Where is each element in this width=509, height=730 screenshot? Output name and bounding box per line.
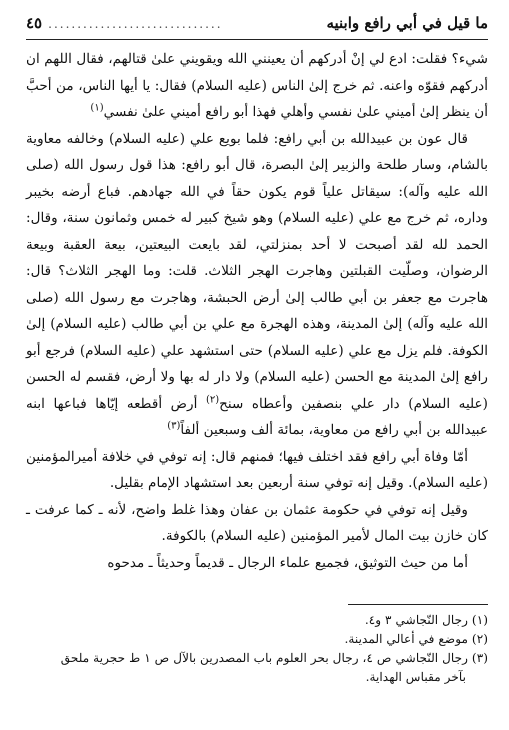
paragraph-2 (26, 126, 488, 444)
paragraph-5: أما من حيث التوثيق، فجميع علماء الرجال ـ قديماً وحديثاً ـ مدحوه (107, 554, 468, 571)
paragraph-1-text: شيء؟ فقلت: ادع لي إنْ أدركهم أن يعينني الله ويقويني علىٰ قتالهم، فقال اللهم ان أدركهم فقوّه واعنه. ثم خرج إلىٰ الناس (عليه السلام) فقال: يا أيها الناس، من أحبَّ أن ينظر إلىٰ أميني علىٰ نفسي وأهلي فهذا أبو رافع أميني علىٰ نفسي (26, 51, 488, 120)
paragraph-2-text: قال عون بن عبيدالله بن أبي رافع: فلما بويع علي (عليه السلام) وخالفه معاوية بالشام، وسار طلحة والزبير إلىٰ البصرة، قال أبو رافع: هذا قول رسول الله (صلى الله عليه وآله): سيقاتل علياً قوم يكون حقاً في الله جهادهم. فباع أرضه بخيبر وداره، ثم خرج مع علي (عليه السلام) وهو شيخ كبير له خمس وثمانون سنة، وقال: الحمد لله لقد أصبحت لا أحد بمنزلتي، لقد بايعت البيعتين، بيعة العقبة وبيعة الرضوان، وصلّيت القبلتين وهاجرت الهجر الثلاث. قلت: وما الهجر الثلاث؟ قال: هاجرت مع جعفر بن أبي طالب إلىٰ أرض الحبشة، وهاجرت مع رسول الله (صلى الله عليه وآله) إلىٰ المدينة، وهذه الهجرة مع علي بن أبي طالب (عليه السلام) إلىٰ الكوفة. فلم يزل مع علي (عليه السلام) حتى استشهد علي (عليه السلام) فرجع أبو رافع إلىٰ المدينة مع الحسن (عليه السلام) ولا دار له بها ولا أرض، فقسم له الحسن (عليه السلام) دار علي بنصفين وأعطاه سنح (26, 130, 488, 412)
footnote-3-continued: بآخر مقباس الهداية. (365, 670, 466, 684)
page-number: ٤٥ (26, 14, 43, 32)
paragraph-1 (26, 46, 488, 126)
book-page (26, 14, 488, 687)
footnote-divider (348, 604, 488, 605)
header-leader-dots: .............................. (48, 17, 223, 31)
paragraph-3: أمّا وفاة أبي رافع فقد اختلف فيها؛ فمنهم قال: إنه توفي في خلافة أميرالمؤمنين (عليه السلام). وقيل إنه توفي سنة أربعين بعد استشهاد الإمام بقليل. (26, 448, 488, 491)
footnote-1: (١) رجال النّجاشي ٣ و٤. (364, 613, 488, 627)
footnote-3: (٣) رجال النّجاشي ص ٤، رجال بحر العلوم باب المصدرين بالآل ص ١ ط حجرية ملحق (60, 651, 488, 665)
paragraph-2-text-cont: أرض أقطعه إيّاها فباعها ابنه عبيدالله بن أبي رافع من معاوية، بمائة ألف وسبعين ألفاً (26, 395, 488, 438)
footnotes (26, 611, 488, 687)
footnote-2: (٢) موضع في أعالي المدينة. (344, 632, 488, 646)
footnote-ref-2: (٢) (205, 393, 220, 405)
page-header (26, 14, 488, 40)
paragraph-4: وقيل إنه توفي في حكومة عثمان بن عفان وهذا غلط واضح، لأنه ـ كما عرفت ـ كان خازن بيت المال لأمير المؤمنين (عليه السلام) بالكوفة. (26, 501, 488, 544)
page-body (26, 46, 488, 576)
running-title: ما قيل في أبي رافع وابنيه (326, 14, 488, 32)
footnote-ref-1: (١) (90, 102, 104, 114)
footnote-ref-3: (٣) (167, 420, 181, 432)
